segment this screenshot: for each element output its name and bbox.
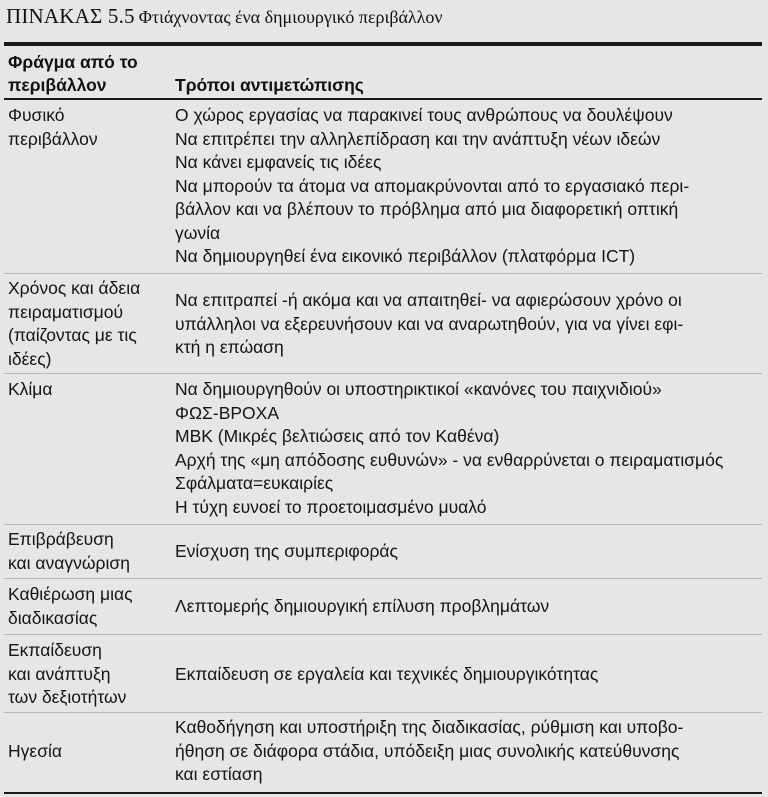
ways-line: Η τύχη ευνοεί το προετοιμασμένο μυαλό xyxy=(175,496,487,517)
barrier-cell xyxy=(8,528,168,575)
ways-line: βάλλον και να βλέπουν το πρόβλημα από μια διαφορετική οπτική xyxy=(175,199,679,219)
barrier-line: Επιβράβευση xyxy=(8,529,114,549)
row-divider xyxy=(4,578,762,579)
row-divider xyxy=(4,634,762,635)
ways-line: Να επιτρέπει την αλληλεπίδραση και την ανάπτυξη νέων ιδεών xyxy=(175,128,661,149)
barrier-cell xyxy=(8,277,168,371)
ways-cell xyxy=(175,716,760,787)
barrier-line: Ηγεσία xyxy=(8,741,62,761)
ways-line: Να κάνει εμφανείς τις ιδέες xyxy=(175,152,382,172)
ways-line: Να δημιουργηθεί ένα εικονικό περιβάλλον (πλατφόρμα ICT) xyxy=(175,246,636,266)
barrier-line: Φυσικό xyxy=(8,105,65,125)
ways-cell xyxy=(175,540,760,564)
row-divider xyxy=(4,273,762,274)
barrier-line: Εκπαίδευση xyxy=(8,640,102,660)
ways-line: Καθοδήγηση και υποστήριξη της διαδικασίας, ρύθμιση και υποβο- xyxy=(175,717,684,737)
ways-line: ΜΒΚ (Μικρές βελτιώσεις από τον Καθένα) xyxy=(175,426,500,446)
ways-cell xyxy=(175,104,760,269)
ways-cell xyxy=(175,663,760,687)
ways-cell xyxy=(175,378,760,519)
barrier-cell xyxy=(8,104,168,151)
barrier-line: και ανάπτυξη xyxy=(8,663,111,684)
row-divider xyxy=(4,373,762,374)
ways-line: Λεπτομερής δημιουργική επίλυση προβλημάτων xyxy=(175,596,550,616)
ways-line: Εκπαίδευση σε εργαλεία και τεχνικές δημιουργικότητας xyxy=(175,664,599,684)
barrier-line: ιδέες) xyxy=(8,348,52,369)
barrier-cell xyxy=(8,583,168,630)
ways-line: Να μπορούν τα άτομα να απομακρύνονται από το εργασιακό περι- xyxy=(175,175,690,196)
table-bottom-rule xyxy=(4,792,762,794)
ways-line: γωνία xyxy=(175,222,221,243)
ways-line: ήθηση σε διάφορα στάδια, υπόδειξη μιας συνολικής κατεύθυνσης xyxy=(175,740,680,761)
barrier-line: πειραματισμού xyxy=(8,301,124,322)
header-barrier-line: περιβάλλον xyxy=(8,75,107,95)
barrier-line: και αναγνώριση xyxy=(8,552,130,573)
header-ways: Τρόποι αντιμετώπισης xyxy=(175,75,364,95)
ways-line: υπάλληλοι να εξερευνήσουν και να αναρωτηθούν, για να γίνει εφι- xyxy=(175,313,684,334)
ways-line: Αρχή της «μη απόδοσης ευθυνών» - να ενθαρρύνεται ο πειραματισμός xyxy=(175,449,724,470)
barrier-line: Κλίμα xyxy=(8,379,53,399)
table-number: ΠΙΝΑΚΑΣ 5.5 xyxy=(6,4,135,28)
barrier-line: Χρόνος και άδεια xyxy=(8,278,141,298)
barrier-cell xyxy=(8,639,168,710)
ways-line: Σφάλματα=ευκαιρίες xyxy=(175,473,334,493)
barrier-line: Καθιέρωση μιας xyxy=(8,584,133,604)
barrier-line: περιβάλλον xyxy=(8,128,98,149)
ways-cell xyxy=(175,289,760,360)
row-divider xyxy=(4,524,762,525)
ways-line: Να δημιουργηθούν οι υποστηρικτικοί «κανόνες του παιχνιδιού» xyxy=(175,379,662,399)
header-barrier-line: Φράγμα από το xyxy=(8,52,138,72)
ways-cell xyxy=(175,595,760,619)
ways-line: Ενίσχυση της συμπεριφοράς xyxy=(175,541,398,561)
barrier-line: των δεξιοτήτων xyxy=(8,687,127,707)
ways-line: ΦΩΣ-ΒΡΟΧΑ xyxy=(175,402,279,423)
barrier-cell xyxy=(8,740,168,764)
table-title: Φτιάχνοντας ένα δημιουργικό περιβάλλον xyxy=(138,7,443,27)
ways-line: Να επιτραπεί -ή ακόμα και να απαιτηθεί- να αφιερώσουν χρόνο οι xyxy=(175,290,682,310)
row-divider xyxy=(4,712,762,713)
ways-line: Ο χώρος εργασίας να παρακινεί τους ανθρώπους να δουλέψουν xyxy=(175,105,673,125)
barrier-cell xyxy=(8,378,168,402)
barrier-line: διαδικασίας xyxy=(8,607,98,628)
ways-line: κτή η επώαση xyxy=(175,337,284,357)
ways-line: και εστίαση xyxy=(175,764,263,784)
barrier-line: (παίζοντας με τις xyxy=(8,325,137,345)
